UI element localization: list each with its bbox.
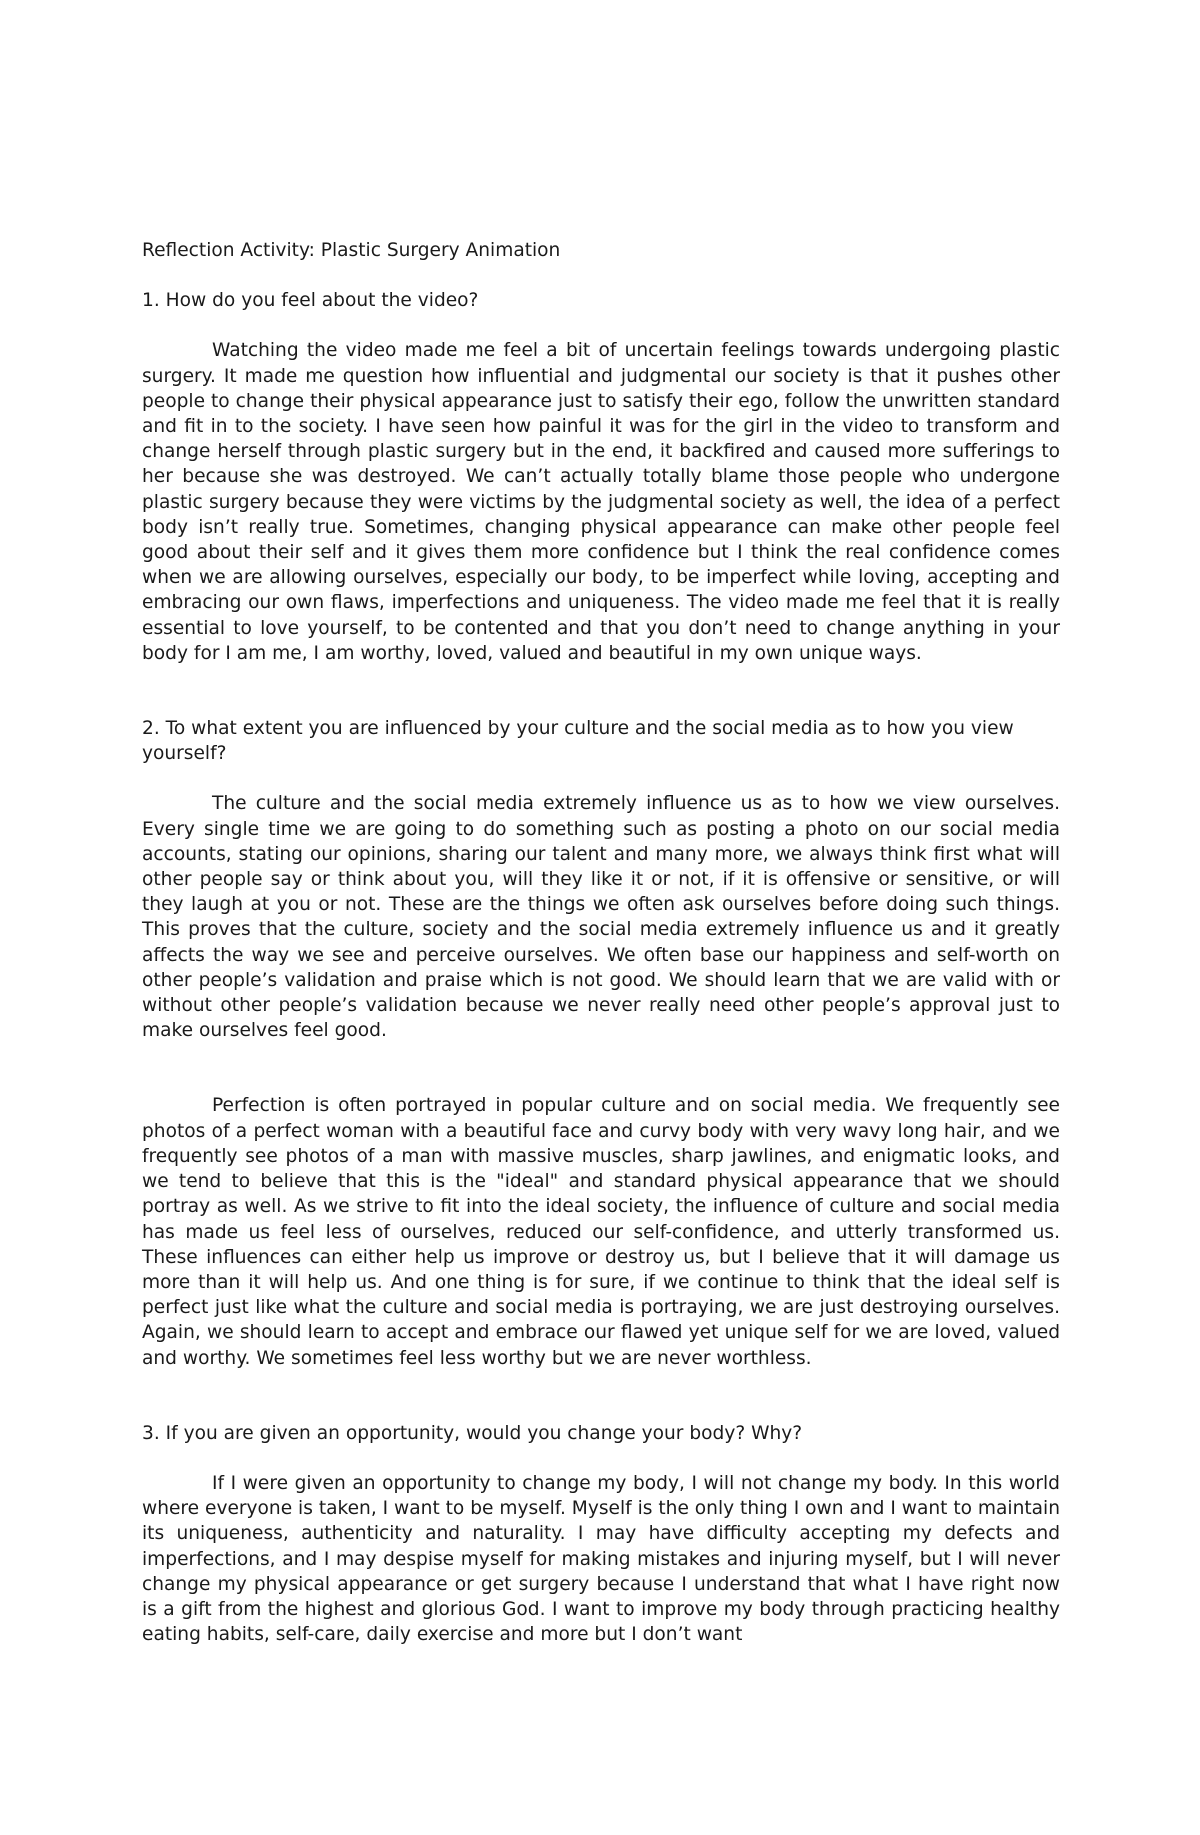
question-1: 1. How do you feel about the video? xyxy=(142,290,479,312)
document-title: Reflection Activity: Plastic Surgery Animation xyxy=(142,240,561,261)
answer-2: The culture and the social media extremely influence us as to how we view ourselves. Every single time we are going to do something such as posting a photo on our social media accounts, stating our opinions, sharing our talent and many more, we always think first what will other people say or think about you, will they like it or not, if it is offensive or sensitive, or will they laugh at you or not. These are the things we often ask ourselves before doing such things. This proves that the culture, society and the social media extremely influence us and it greatly affects the way we see and perceive ourselves. We often base our happiness and self-worth on other people’s validation and praise which is not good. We should learn that we are valid with or without other people’s validation because we never really need other people’s approval just to make ourselves feel good. xyxy=(142,793,1060,1042)
question-3: 3. If you are given an opportunity, would you change your body? Why? xyxy=(142,1422,803,1444)
spacer xyxy=(142,666,1060,716)
spacer xyxy=(142,1043,1060,1093)
question-2: 2. To what extent you are influenced by your culture and the social media as to how you view yourself? xyxy=(142,718,1014,765)
spacer xyxy=(142,1371,1060,1421)
document-page xyxy=(142,238,1060,1647)
answer-1: Watching the video made me feel a bit of uncertain feelings towards undergoing plastic surgery. It made me question how influential and judgmental our society is that it pushes other people to change their physical appearance just to satisfy their ego, follow the unwritten standard and fit in to the society. I have seen how painful it was for the girl in the video to transform and change herself through plastic surgery but in the end, it backfired and caused more sufferings to her because she was destroyed. We can’t actually totally blame those people who undergone plastic surgery because they were victims by the judgmental society as well, the idea of a perfect body isn’t really true. Sometimes, changing physical appearance can make other people feel good about their self and it gives them more confidence but I think the real confidence comes when we are allowing ourselves, especially our body, to be imperfect while loving, accepting and embracing our own flaws, imperfections and uniqueness. The video made me feel that it is really essential to love yourself, to be contented and that you don’t need to change anything in your body for I am me, I am worthy, loved, valued and beautiful in my own unique ways. xyxy=(142,340,1060,664)
answer-3: If I were given an opportunity to change my body, I will not change my body. In this world where everyone is taken, I want to be myself. Myself is the only thing I own and I want to maintain its uniqueness, authenticity and naturality. I may have difficulty accepting my defects and imperfections, and I may despise myself for making mistakes and injuring myself, but I will never change my physical appearance or get surgery because I understand that what I have right now is a gift from the highest and glorious God. I want to improve my body through practicing healthy eating habits, self-care, daily exercise and more but I don’t want xyxy=(142,1472,1060,1646)
answer-2-continued: Perfection is often portrayed in popular culture and on social media. We frequently see photos of a perfect woman with a beautiful face and curvy body with very wavy long hair, and we frequently see photos of a man with massive muscles, sharp jawlines, and enigmatic looks, and we tend to believe that this is the "ideal" and standard physical appearance that we should portray as well. As we strive to fit into the ideal society, the influence of culture and social media has made us feel less of ourselves, reduced our self-confidence, and utterly transformed us. These influences can either help us improve or destroy us, but I believe that it will damage us more than it will help us. And one thing is for sure, if we continue to think that the ideal self is perfect just like what the culture and social media is portraying, we are just destroying ourselves. Again, we should learn to accept and embrace our flawed yet unique self for we are loved, valued and worthy. We sometimes feel less worthy but we are never worthless. xyxy=(142,1095,1060,1369)
